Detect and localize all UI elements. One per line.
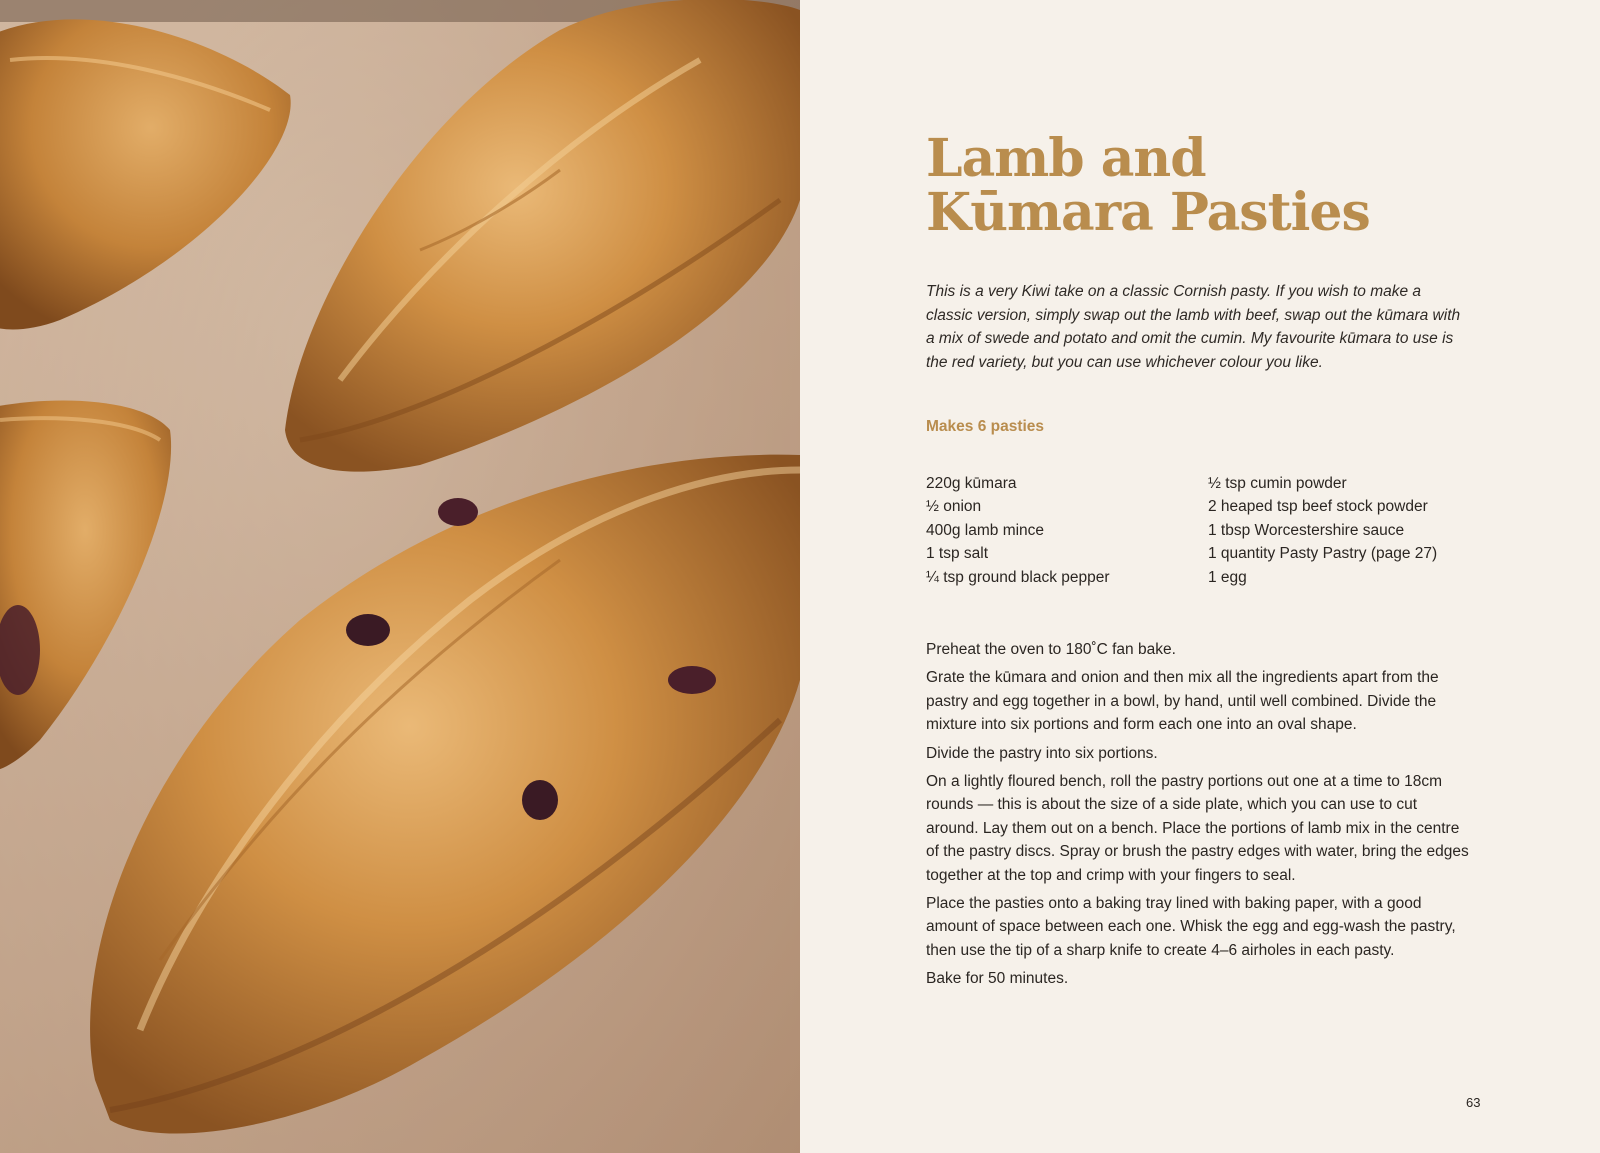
ingredients-column-left — [926, 472, 1208, 589]
page-number: 63 — [1466, 1095, 1481, 1110]
method-step: Divide the pastry into six portions. — [926, 744, 1158, 762]
ingredient-item: ½ onion — [926, 498, 982, 516]
method-step: On a lightly floured bench, roll the pastry portions out one at a time to 18cm rounds — this is about the size of a side plate, which you can use to cut around. Lay them out on a bench. Place the portions of lamb mix in the centre of the pastry discs. Spray or brush the pastry edges with water, bring the edges together at the top and crimp with your fingers to seal. — [926, 773, 1469, 884]
ingredient-item: 1 tbsp Worcestershire sauce — [1208, 521, 1405, 539]
recipe-title — [926, 128, 1546, 243]
ingredient-item: 1 tsp salt — [926, 545, 989, 563]
airhole — [522, 780, 558, 820]
ingredient-item: ½ tsp cumin powder — [1208, 475, 1347, 492]
method-step: Place the pasties onto a baking tray lined with baking paper, with a good amount of space between each one. Whisk the egg and egg-wash the pastry, then use the tip of a sharp knife to create 4–6 airholes in each pasty. — [926, 895, 1456, 959]
ingredients-column-right — [1208, 472, 1486, 589]
ingredient-item: 1 quantity Pasty Pastry (page 27) — [1208, 545, 1438, 563]
method-step: Preheat the oven to 180˚C fan bake. — [926, 641, 1176, 658]
title-line-2: Kūmara Pasties — [926, 182, 1370, 243]
recipe-yield: Makes 6 pasties — [926, 418, 1045, 435]
ingredient-item: 220g kūmara — [926, 475, 1017, 492]
method-step: Bake for 50 minutes. — [926, 970, 1069, 988]
airhole — [438, 498, 478, 526]
ingredient-item: ¼ tsp ground black pepper — [926, 568, 1110, 586]
method-step: Grate the kūmara and onion and then mix all the ingredients apart from the pastry and egg together in a bowl, by hand, until well combined. Divide the mixture into six portions and form each one into an oval shape. — [926, 669, 1439, 734]
airhole — [346, 614, 390, 646]
ingredient-item: 400g lamb mince — [926, 521, 1045, 539]
airhole — [668, 666, 716, 694]
recipe-page — [800, 0, 1600, 1153]
recipe-intro: This is a very Kiwi take on a classic Cornish pasty. If you wish to make a classic version, simply swap out the lamb with beef, swap out the kūmara with a mix of swede and potato and omit the cumin. My favourite kūmara to use is the red variety, but you can use whichever colour you like. — [926, 283, 1461, 371]
method-steps — [926, 638, 1471, 996]
ingredient-item: 1 egg — [1208, 568, 1247, 586]
title-line-1: Lamb and — [926, 128, 1206, 189]
ingredient-item: 2 heaped tsp beef stock powder — [1208, 498, 1428, 516]
ingredients-list — [926, 472, 1486, 589]
